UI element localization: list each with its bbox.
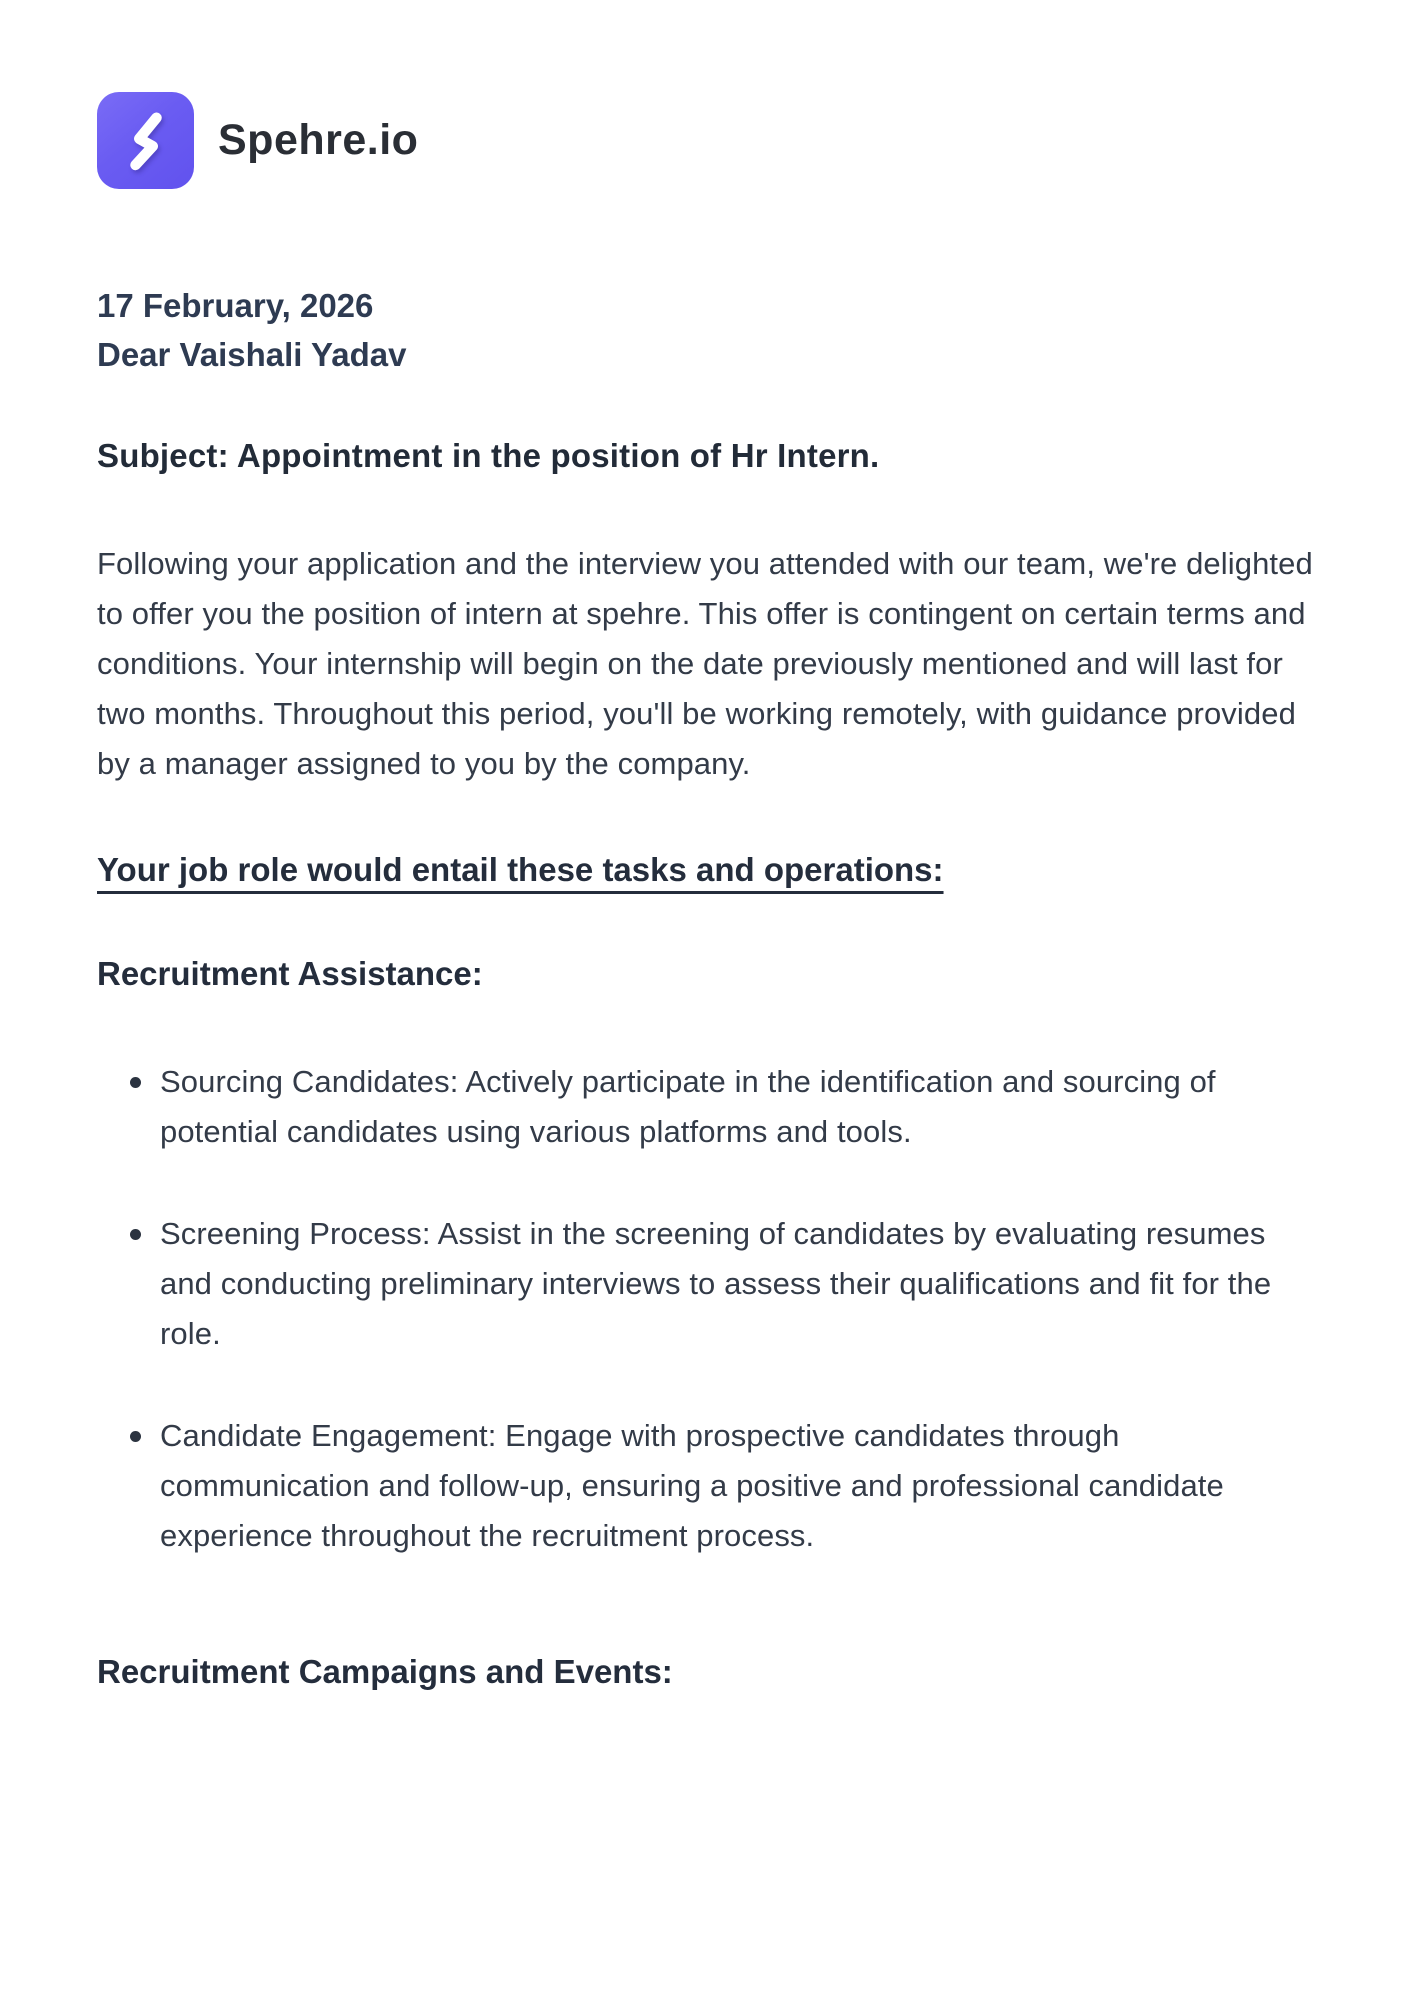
bullet-icon xyxy=(130,1077,141,1088)
list-item-text: Screening Process: Assist in the screening of candidates by evaluating resumes and conducting preliminary interviews to assess their qualifications and fit for the role. xyxy=(160,1216,1272,1351)
bullet-icon xyxy=(130,1229,141,1240)
tasks-heading: Your job role would entail these tasks and operations: xyxy=(97,851,944,888)
intro-paragraph: Following your application and the interview you attended with our team, we're delighted to offer you the position of intern at spehre. This offer is contingent on certain terms and conditions. Your internship will begin on the date previously mentioned and will last for two months. Throughout this period, you'll be working remotely, with guidance provided by a manager assigned to you by the company. xyxy=(97,546,1313,781)
brand-name: Spehre.io xyxy=(218,116,419,164)
salutation: Dear Vaishali Yadav xyxy=(97,336,407,373)
bullet-icon xyxy=(130,1431,141,1442)
list-item xyxy=(130,1411,1317,1561)
recruitment-assistance-list xyxy=(97,1057,1317,1561)
brand-header xyxy=(97,92,1317,189)
list-item xyxy=(130,1057,1317,1157)
letter-date: 17 February, 2026 xyxy=(97,287,374,324)
section-title-recruitment-assistance: Recruitment Assistance: xyxy=(97,955,483,992)
list-item-text: Candidate Engagement: Engage with prospective candidates through communication and follow-up, ensuring a positive and professional candidate experience throughout the recruitment process. xyxy=(160,1418,1224,1553)
s-bolt-icon xyxy=(110,105,182,177)
subject-line: Subject: Appointment in the position of Hr Intern. xyxy=(97,437,880,474)
spehre-logo xyxy=(97,92,194,189)
list-item-text: Sourcing Candidates: Actively participate in the identification and sourcing of potential candidates using various platforms and tools. xyxy=(160,1064,1216,1149)
list-item xyxy=(130,1209,1317,1359)
section-title-recruitment-campaigns: Recruitment Campaigns and Events: xyxy=(97,1653,673,1690)
